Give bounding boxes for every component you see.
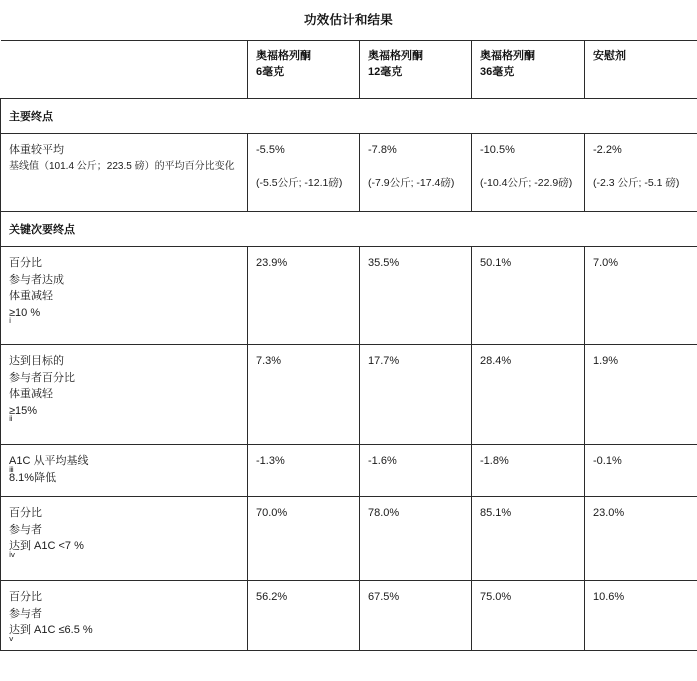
header-dose: 36毫克 bbox=[480, 65, 515, 78]
header-cell-placebo bbox=[585, 41, 697, 99]
row-label-line: 基线值（101.4 公斤；223.5 磅）的平均百分比变化 bbox=[9, 160, 235, 172]
row-label-line-threshold: ≥15% ⅱ bbox=[9, 404, 38, 423]
row-label-line: 参与者 bbox=[9, 607, 42, 620]
cell-a1c65-placebo: 10.6% bbox=[585, 581, 697, 651]
cell-a1c-36mg: -1.8% bbox=[472, 445, 585, 497]
table-row bbox=[1, 445, 697, 497]
cell-weight-change-6mg bbox=[248, 134, 360, 212]
cell-a1c7-6mg: 70.0% bbox=[248, 497, 360, 581]
row-label-a1c-under-7 bbox=[1, 497, 248, 581]
row-label-line: 8.1%降低 bbox=[9, 471, 57, 484]
row-label-line: 达到目标的 bbox=[9, 355, 64, 367]
row-label-line-threshold: ≥10 % ⅰ bbox=[9, 306, 41, 325]
table-row bbox=[1, 497, 697, 581]
cell-wl15-placebo: 1.9% bbox=[585, 345, 697, 445]
row-label-weight-change bbox=[1, 134, 248, 212]
table-row bbox=[1, 134, 697, 212]
row-label-line-threshold: 达到 A1C <7 % ⅳ bbox=[9, 540, 84, 559]
row-label-a1c-reduction bbox=[1, 445, 248, 497]
cell-a1c7-12mg: 78.0% bbox=[360, 497, 472, 581]
row-label-line: 参与者 bbox=[9, 523, 42, 536]
cell-wl10-6mg: 23.9% bbox=[248, 247, 360, 345]
cell-wl10-36mg: 50.1% bbox=[472, 247, 585, 345]
row-label-line: 百分比 bbox=[9, 257, 42, 269]
header-cell-dose-6mg bbox=[248, 41, 360, 99]
row-label-line: 体重减轻 bbox=[9, 388, 53, 400]
cell-value: -5.5% bbox=[256, 144, 285, 156]
header-drug-name: 奥福格列酮 bbox=[368, 50, 423, 62]
cell-a1c65-36mg: 75.0% bbox=[472, 581, 585, 651]
row-label-line: 体重较平均 bbox=[9, 144, 64, 156]
table-header-row bbox=[1, 41, 697, 99]
cell-a1c-12mg: -1.6% bbox=[360, 445, 472, 497]
cell-value: -7.8% bbox=[368, 144, 397, 156]
row-label-weight-loss-10pct bbox=[1, 247, 248, 345]
cell-subvalue: (-7.9公斤; -17.4磅) bbox=[368, 176, 455, 189]
row-label-line: A1C 从平均基线 ⅲ bbox=[9, 455, 89, 474]
header-cell-blank bbox=[1, 41, 248, 99]
header-drug-name: 安慰剂 bbox=[593, 50, 626, 62]
row-label-line-threshold: 达到 A1C ≤6.5 % ⅴ bbox=[9, 624, 93, 643]
row-label-weight-loss-15pct bbox=[1, 345, 248, 445]
page-title: 功效估计和结果 bbox=[304, 13, 393, 27]
table-header bbox=[1, 41, 697, 99]
header-cell-dose-12mg bbox=[360, 41, 472, 99]
cell-subvalue: (-2.3 公斤; -5.1 磅) bbox=[593, 176, 680, 189]
table-body bbox=[1, 99, 697, 651]
cell-value: -10.5% bbox=[480, 144, 515, 156]
row-label-a1c-under-65 bbox=[1, 581, 248, 651]
efficacy-results-table bbox=[0, 40, 697, 651]
cell-value: -2.2% bbox=[593, 144, 622, 156]
row-label-line: 参与者达成 bbox=[9, 273, 64, 286]
cell-wl15-36mg: 28.4% bbox=[472, 345, 585, 445]
cell-weight-change-36mg bbox=[472, 134, 585, 212]
cell-subvalue: (-5.5公斤; -12.1磅) bbox=[256, 176, 343, 189]
cell-weight-change-12mg bbox=[360, 134, 472, 212]
cell-a1c7-placebo: 23.0% bbox=[585, 497, 697, 581]
row-label-line: 体重减轻 bbox=[9, 290, 53, 302]
row-label-line: 百分比 bbox=[9, 507, 42, 519]
header-dose: 12毫克 bbox=[368, 65, 403, 78]
row-label-line: 参与者百分比 bbox=[9, 371, 75, 384]
table-row bbox=[1, 581, 697, 651]
cell-a1c65-12mg: 67.5% bbox=[360, 581, 472, 651]
cell-a1c65-6mg: 56.2% bbox=[248, 581, 360, 651]
section-header-row-secondary bbox=[1, 212, 697, 247]
cell-weight-change-placebo bbox=[585, 134, 697, 212]
cell-wl15-6mg: 7.3% bbox=[248, 345, 360, 445]
header-dose: 6毫克 bbox=[256, 65, 285, 78]
cell-a1c7-36mg: 85.1% bbox=[472, 497, 585, 581]
section-header-row-primary bbox=[1, 99, 697, 134]
header-cell-dose-36mg bbox=[472, 41, 585, 99]
table-row bbox=[1, 247, 697, 345]
header-drug-name: 奥福格列酮 bbox=[256, 50, 311, 62]
cell-wl10-placebo: 7.0% bbox=[585, 247, 697, 345]
section-heading: 关键次要终点 bbox=[1, 212, 697, 247]
section-heading: 主要终点 bbox=[1, 99, 697, 134]
header-drug-name: 奥福格列酮 bbox=[480, 50, 535, 62]
row-label-line: 百分比 bbox=[9, 591, 42, 603]
cell-a1c-6mg: -1.3% bbox=[248, 445, 360, 497]
table-row bbox=[1, 345, 697, 445]
cell-subvalue: (-10.4公斤; -22.9磅) bbox=[480, 176, 573, 189]
cell-wl10-12mg: 35.5% bbox=[360, 247, 472, 345]
cell-a1c-placebo: -0.1% bbox=[585, 445, 697, 497]
cell-wl15-12mg: 17.7% bbox=[360, 345, 472, 445]
